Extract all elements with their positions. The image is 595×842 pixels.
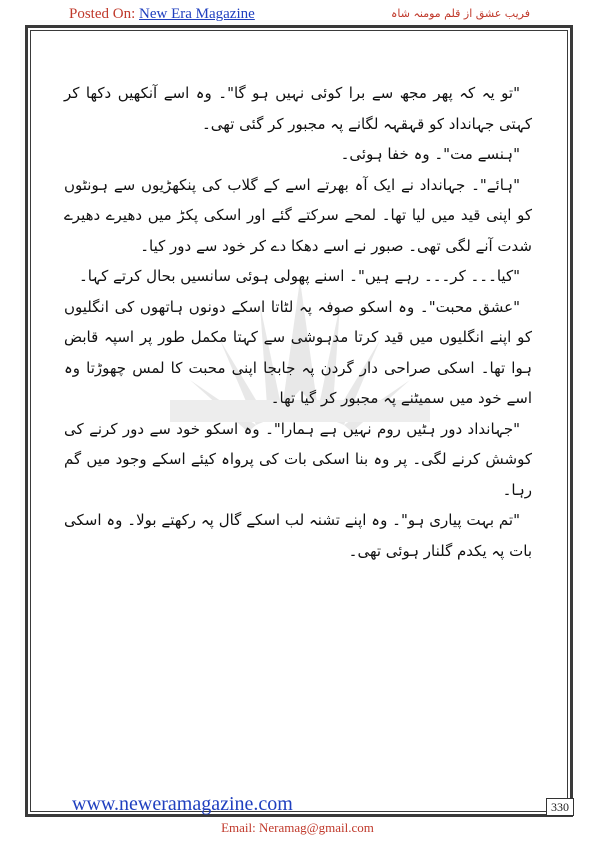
paragraph: "ہنسے مت"۔ وہ خفا ہوئی۔ bbox=[340, 145, 520, 163]
paragraph: "کیا۔۔۔ کر۔۔۔ رہے ہیں"۔ اسنے پھولی ہوئی سانسیں بحال کرتے کہا۔ bbox=[78, 267, 520, 285]
paragraph: "عشق محبت"۔ وہ اسکو صوفہ پہ لٹاتا اسکے دونوں ہاتھوں کی انگلیوں کو اپنے انگلیوں میں قید کرتا مدہوشی سے کہتا مکمل طور پر اسپہ قابض ہوا تھا۔ اسکی صراحی دار گردن پہ جابجا اپنی محبت کا لمس چھوڑتا وہ اسے خود میں سمیٹنے پہ مجبور کر گیا تھا۔ bbox=[64, 297, 532, 407]
page-header bbox=[0, 4, 595, 24]
paragraph: "تو یہ کہ پھر مجھ سے برا کوئی نہیں ہو گا"۔ وہ اسے آنکھیں دکھا کر کہتی جہانداد کو قہقہہ لگانے پہ مجبور کر گئی تھی۔ bbox=[64, 84, 532, 133]
website-link[interactable]: www.neweramagazine.com bbox=[72, 793, 293, 815]
magazine-link[interactable]: New Era Magazine bbox=[139, 6, 255, 22]
page-number: 330 bbox=[546, 798, 574, 816]
posted-on-label bbox=[69, 6, 255, 23]
contact-email: Email: Neramag@gmail.com bbox=[221, 820, 374, 835]
novel-title: فریب عشق از قلم مومنہ شاہ bbox=[390, 7, 530, 20]
paragraph: "ہائے"۔ جہانداد نے ایک آہ بھرتے اسے کے گلاب کی پنکھڑیوں سے ہونٹوں کو اپنی قید میں لیا تھا۔ لمحے سرکتے گئے اور اسکی پکڑ میں دھیرے دھیرے شدت آنے لگی تھی۔ صبور نے اسے دھکا دے کر خود سے دور کیا۔ bbox=[64, 175, 532, 255]
paragraph: "تم بہت پیاری ہو"۔ وہ اپنے تشنہ لب اسکے گال پہ رکھتے بولا۔ وہ اسکی بات پہ یکدم گلنار ہوئی تھی۔ bbox=[64, 511, 532, 560]
article-body bbox=[64, 78, 532, 566]
posted-on-prefix: Posted On: bbox=[69, 6, 140, 22]
paragraph: "جہانداد دور ہٹیں روم نہیں ہے ہمارا"۔ وہ اسکو خود سے دور کرنے کی کوشش کرنے لگی۔ پر وہ بنا اسکی بات کی پرواہ کیئے اسکے وجود میں گم رہا۔ bbox=[64, 419, 532, 499]
